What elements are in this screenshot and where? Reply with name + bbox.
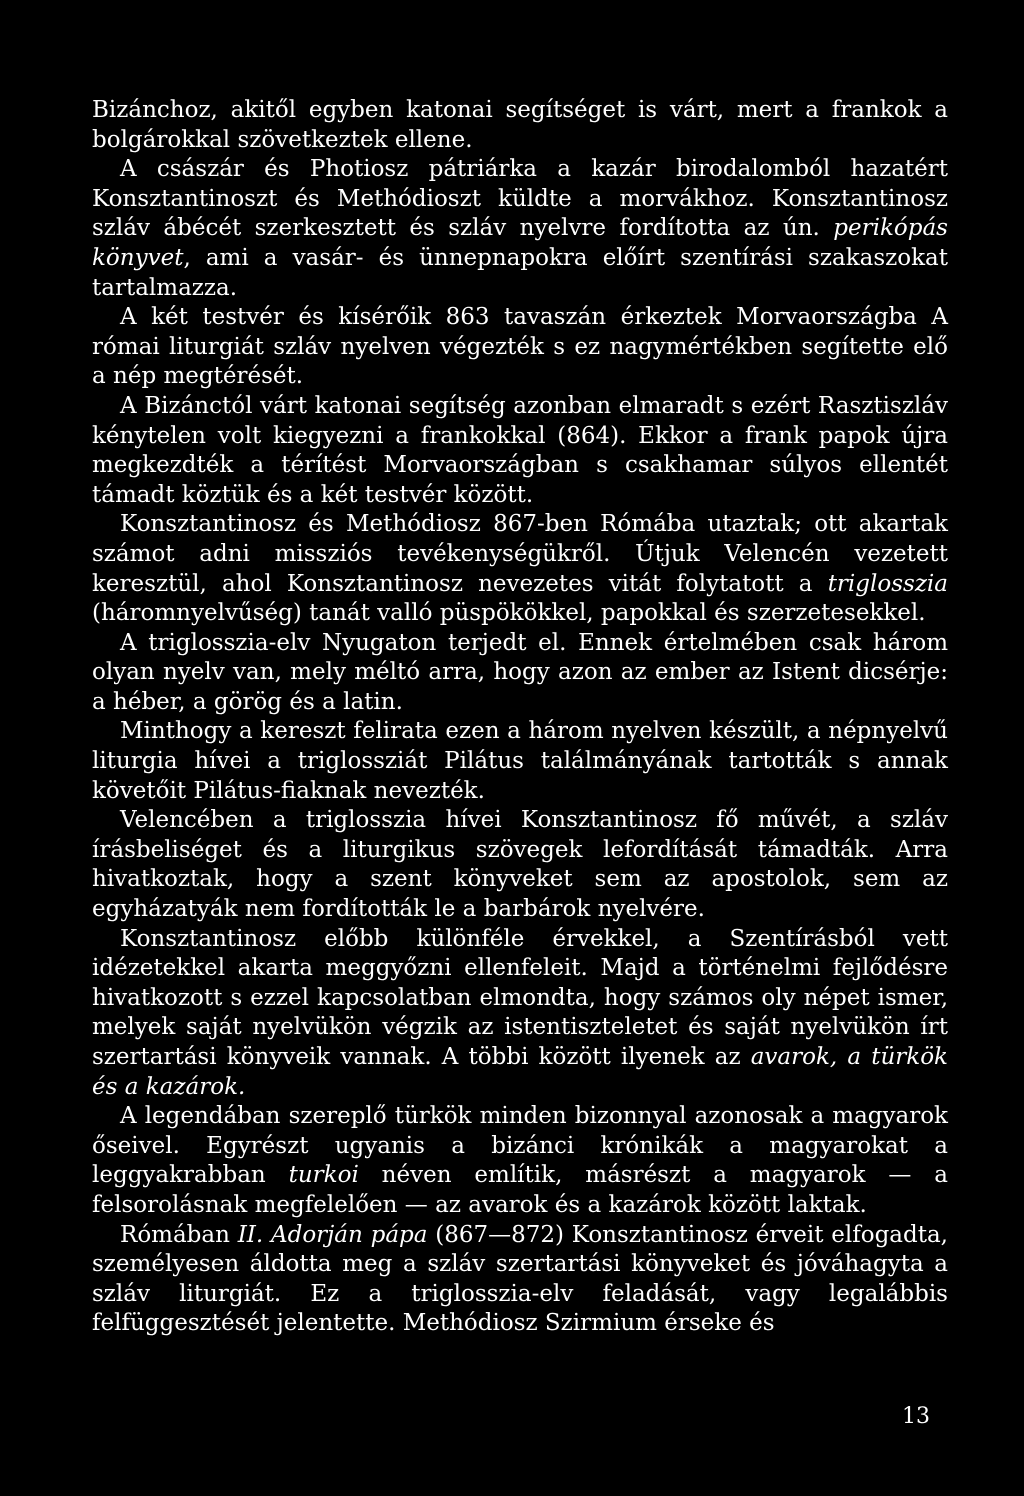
text-segment: , ami a vasár- és ünnepnapokra előírt szentírási szakaszokat tartalmazza.: [92, 244, 948, 301]
paragraph: [92, 629, 948, 718]
italic-term: perikópás könyvet: [92, 215, 948, 271]
text-segment: néven említik, másrészt a magyarok — a felsorolásnak megfelelően — az avarok és a kazárok között laktak.: [92, 1162, 948, 1218]
text-segment: Minthogy a kereszt felirata ezen a három nyelven készült, a népnyelvű liturgia hívei a triglossziát Pilátus találmányának tartották s annak követőit Pilátus-fiaknak nevezték.: [92, 718, 948, 804]
paragraph: [92, 806, 948, 924]
italic-term: II. Adorján pápa: [237, 1221, 428, 1248]
paragraph: [92, 155, 948, 303]
text-segment: (867—872) Konsztantinosz érveit elfogadta, személyesen áldotta meg a szláv szertartási könyveket és jóváhagyta a szláv liturgiát. Ez a triglosszia-elv feladását, vagy legalábbis felfüggesztését jelentette. Methódiosz Szirmium érseke és: [92, 1221, 948, 1337]
paragraph: [92, 717, 948, 806]
text-segment: (háromnyelvűség) tanát valló püspökökkel, papokkal és szerzetesekkel.: [92, 600, 926, 627]
text-segment: A legendában szereplő türkök minden bizonnyal azonosak a magyarok őseivel. Egyrészt ugyanis a bizánci krónikák a magyarokat a leggyakrabban: [92, 1103, 948, 1189]
paragraph: [92, 510, 948, 628]
text-segment: A Bizánctól várt katonai segítség azonban elmaradt s ezért Rasztiszláv kénytelen volt kiegyezni a frankokkal (864). Ekkor a frank papok újra megkezdték a térítést Morvaországban s csakhamar súlyos ellentét támadt köztük és a két testvér között.: [92, 392, 948, 508]
italic-term: turkoi: [288, 1162, 359, 1189]
text-segment: Konsztantinosz előbb különféle érvekkel, a Szentírásból vett idézetekkel akarta meggyőzni ellenfeleit. Majd a történelmi fejlődésre hivatkozott s ezzel kapcsolatban elmondta, hogy számos oly népet ismer, melyek saját nyelvükön végzik az istentiszteletet és saját nyelvükön írt szertartási könyveik vannak. A többi között ilyenek az: [92, 925, 948, 1070]
italic-term: triglosszia: [827, 570, 948, 597]
text-segment: Konsztantinosz és Methódiosz 867-ben Rómába utaztak; ott akartak számot adni missziós tevékenységükről. Útjuk Velencén vezetett keresztül, ahol Konsztantinosz nevezetes vitát folytatott a: [92, 511, 948, 597]
paragraph: [92, 1102, 948, 1220]
page-number: 13: [902, 1404, 930, 1429]
text-segment: Bizánchoz, akitől egyben katonai segítséget is várt, mert a frankok a bolgárokkal szövetkeztek ellene.: [92, 97, 948, 153]
text-segment: Velencében a triglosszia hívei Konsztantinosz fő művét, a szláv írásbeliséget és a liturgikus szövegek lefordítását támadták. Arra hivatkoztak, hogy a szent könyveket sem az apostolok, sem az egyházatyák nem fordították le a barbárok nyelvére.: [92, 807, 948, 923]
paragraph: [92, 303, 948, 392]
text-segment: A triglosszia-elv Nyugaton terjedt el. Ennek értelmében csak három olyan nyelv van, mely méltó arra, hogy azon az ember az Istent dicsérje: a héber, a görög és a latin.: [92, 629, 948, 715]
paragraph: [92, 392, 948, 510]
text-segment: Rómában: [120, 1221, 238, 1248]
text-segment: A császár és Photiosz pátriárka a kazár birodalomból hazatért Konsztantinoszt és Methódioszt küldte a morvákhoz. Konsztantinosz szláv ábécét szerkesztett és szláv nyelvre fordította az ún.: [92, 156, 948, 242]
page-body: [92, 96, 948, 1339]
italic-term: avarok, a türkök és a kazárok.: [92, 1044, 948, 1100]
paragraph: [92, 96, 948, 155]
text-segment: A két testvér és kísérőik 863 tavaszán érkeztek Morvaországba A római liturgiát szláv nyelven végezték s ez nagymértékben segítette elő a nép megtérését.: [92, 304, 948, 390]
paragraph: [92, 925, 948, 1103]
paragraph: [92, 1221, 948, 1339]
